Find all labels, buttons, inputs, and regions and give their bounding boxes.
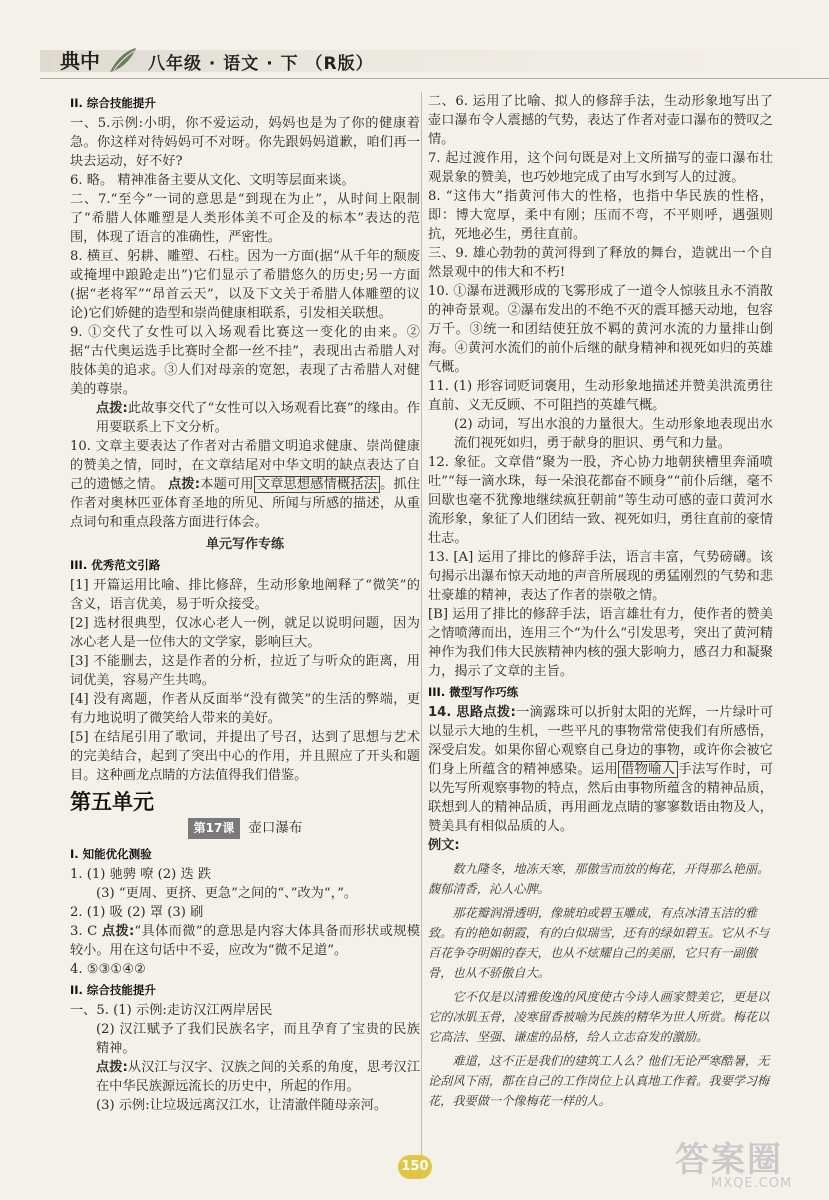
answer-q8: 8. 横亘、躬耕、雕塑、石柱。因为一方面(据“从千年的颓废或掩埋中踉跄走出”)它们显示了希腊悠久的历史;另一方面(据“老将军”“昂首云天”，以及下文关于希腊人体雕塑的议论)它们娇健的造型和崇尚健康相联系，引发相关联想。 <box>70 249 420 321</box>
answer-r10: 10. ①瀑布迸溅形成的飞雾形成了一道令人惊骇且永不消散的神奇景观。②瀑布发出的不绝不灭的震耳撼天动地，包容万千。③统一和团结使狂放不羁的黄河水流的力量排山倒海。④黄河水流们的前仆后继的献身精神和视死如归的英雄气概。 <box>428 284 773 375</box>
answer-r13b: [B] 运用了排比的修辞手法，语言雄壮有力，使作者的赞美之情喷薄而出，连用三个“为什么”引发思考，突出了黄河精神作为我们伟大民族精神内核的强大影响力，感召力和凝聚力，揭示了文章的主旨。 <box>428 607 773 679</box>
answer-q9-hint <box>70 399 420 437</box>
essay-paragraph-2: 那花瓣润滑透明，像琥珀或碧玉雕成，有点冰清玉洁的雅致。有的艳如朝霞，有的白似瑞雪，还有的绿如碧玉。它从不与百花争夺明媚的春天，也从不炫耀自己的美丽，它只有一副傲骨，也从不骄傲自大。 <box>428 906 770 980</box>
writing-note-3: [3] 不能删去，这是作者的分析，拉近了与听众的距离，用词优美，容易产生共鸣。 <box>70 654 420 688</box>
answer-r7: 7. 起过渡作用，这个问句既是对上文所描写的壶口瀑布壮观景象的赞美，也巧妙地完成了由写水到写人的过渡。 <box>428 151 773 185</box>
book-logo-icon <box>58 42 138 78</box>
lesson-name: 壶口瀑布 <box>248 820 303 836</box>
essay-label: 例文: <box>428 838 460 853</box>
answer-q6: 6. 略。 精神准备主要从文化、文明等层面来谈。 <box>70 173 355 188</box>
left-column <box>70 92 420 1115</box>
r14-text: 手法写作时，可以先写所观察事物的特点，然后由事物所蕴含的精神品质，联想到人的精神品质，再用画龙点睛的寥寥数语由物及人，赞美具有相似品质的人。 <box>428 762 774 834</box>
hint-label: 点拨: <box>96 1060 128 1075</box>
hint-label: 14. 思路点拨: <box>428 705 516 720</box>
lesson-badge: 第17课 <box>188 818 241 839</box>
answer-b3: (3) 示例:让垃圾远离汉江水，让清澈伴随母亲河。 <box>96 1098 388 1113</box>
q10-text: 本题可用 <box>200 477 254 492</box>
answer-q7: 二、7.“至今”一词的意思是“到现在为止”，从时间上限制了“希腊人体雕塑是人类形体美不可企及的标本”表达的范围，体现了语言的准确性，严密性。 <box>70 192 420 245</box>
answer-r13a: 13. [A] 运用了排比的修辞手法，语言丰富，气势磅礴。该句揭示出瀑布惊天动地的声音所展现的勇猛刚烈的气势和悲壮豪雄的精神，表达了作者的崇敬之情。 <box>428 550 773 603</box>
answer-a4: 4. ⑤③①④② <box>70 962 146 977</box>
watermark-main: 答案圈 <box>675 1140 783 1180</box>
right-column <box>428 92 773 1113</box>
answer-r11b: (2) 动词，写出水浪的力量很大。生动形象地表现出水流们视死如归，勇于献身的胆识、勇气和力量。 <box>454 417 773 451</box>
site-watermark <box>675 1132 825 1196</box>
essay-paragraph-4: 难道，这不正是我们的建筑工人么？他们无论严寒酷暑，无论刮风下雨，都在自己的工作岗位上认真地工作着。我要学习梅花，我要做一个像梅花一样的人。 <box>428 1054 770 1108</box>
lesson-heading <box>70 818 420 839</box>
section-heading-iii: III. 优秀范文引路 <box>70 558 161 572</box>
writing-note-4: [4] 没有离题，作者从反面举“没有微笑”的生活的弊端，更有力地说明了微笑给人带来的美好。 <box>70 692 420 726</box>
writing-note-2: [2] 选材很典型，仅冰心老人一例，就足以说明问题，因为冰心老人是一位伟大的文学家，影响巨大。 <box>70 616 420 650</box>
column-divider <box>421 92 422 1172</box>
answer-q9: 9. ①交代了女性可以入场观看比赛这一变化的由来。②据“古代奥运选手比赛时全都一丝不挂”，表现出古希腊人对肢体美的追求。③人们对母亲的宽恕，表现了古希腊人对健美的尊崇。 <box>70 325 420 397</box>
q10-text: 10. 文章主要表达了作者对古希腊文明追求健康、崇尚健康的赞美之情，同时，在文章结尾对中华文明的缺点表达了自己的遗憾之情。 <box>70 439 420 492</box>
answer-q1: 一、5.示例:小明，你不爱运动，妈妈也是为了你的健康着急。你这样对待妈妈可不对呀。你先跟妈妈道歉，咱们再一块去运动，好不好? <box>70 116 420 169</box>
answer-r14 <box>428 703 773 836</box>
hint-text: 从汉江与汉字、汉族之间的关系的角度，思考汉江在中华民族源远流长的历史中，所起的作用。 <box>96 1060 421 1094</box>
unit-writing-heading: 单元写作专练 <box>205 537 284 552</box>
section-heading-i: I. 知能优化测验 <box>70 847 152 861</box>
hint-label: 点拨: <box>168 477 201 492</box>
answer-r11a: 11. (1) 形容词贬词褒用，生动形象地描述并赞美洪流勇往直前、义无反顾、不可阻挡的英雄气概。 <box>428 379 773 413</box>
a3-text: 3. C <box>70 924 102 939</box>
page-number: 150 <box>398 1155 432 1179</box>
essay-paragraph-3: 它不仅是以清雅俊逸的风度使古今诗人画家赞美它，更是以它的冰肌玉骨，凌寒留香被喻为民族的精华为世人所赏。梅花以它高洁、坚强、谦虚的品格，给人立志奋发的激励。 <box>428 990 770 1044</box>
section-heading-ii: II. 综合技能提升 <box>70 96 156 110</box>
hint-text: 此故事交代了“女性可以入场观看比赛”的缘由。作用要联系上下文分析。 <box>96 401 420 435</box>
r14-text: 一滴露珠可以折射太阳的光辉，一片绿叶可以显示大地的生机，一些平凡的事物常常使我们有所感悟，深受启发。如果你留心观察自己身边的事物，或许你会被它们身上所蕴含的精神感染。运用 <box>428 705 774 777</box>
logo-text: 典中 <box>60 49 100 73</box>
answer-r9: 三、9. 雄心勃勃的黄河得到了释放的舞台，造就出一个自然景观中的伟大和不朽! <box>428 246 773 280</box>
header-rule <box>40 78 829 79</box>
answer-q10 <box>70 437 420 532</box>
answer-a3 <box>70 922 420 960</box>
answer-b2: (2) 汉江赋予了我们民族名字，而且孕育了宝贵的民族精神。 <box>96 1022 420 1056</box>
answer-b1: 一、5. (1) 示例:走访汉江两岸居民 <box>70 1003 273 1018</box>
answer-b2-hint <box>70 1058 420 1096</box>
q10-text: 。抓住作者对奥林匹亚体育圣地的所见、所闻与所感的描述，从重点词句和重点段落方面进行体会。 <box>70 477 421 530</box>
method-box: 借物喻人 <box>618 761 678 778</box>
section-heading-iii-right: III. 微型写作巧练 <box>428 685 519 699</box>
answer-a1b: (3) “更周、更挤、更急”之间的“、”改为“，”。 <box>96 886 358 901</box>
writing-note-5: [5] 在结尾引用了歌词，并提出了号召，达到了思想与艺术的完美结合，起到了突出中心的作用，并且照应了开头和题目。这种画龙点睛的方法值得我们借鉴。 <box>70 730 420 783</box>
page-header <box>0 36 829 86</box>
hint-label: 点拨: <box>101 924 135 939</box>
writing-note-1: [1] 开篇运用比喻、排比修辞，生动形象地阐释了“微笑”的含义，语言优美，易于听众接受。 <box>70 578 420 612</box>
book-title: 八年级 · 语文 · 下 （R版） <box>148 54 374 74</box>
unit-title: 第五单元 <box>70 790 154 814</box>
watermark-sub: MXQE.COM <box>711 1176 793 1191</box>
answer-a2: 2. (1) 吸 (2) 罩 (3) 刷 <box>70 905 204 920</box>
method-box: 文章思想感情概括法 <box>254 476 380 493</box>
hint-label: 点拨: <box>96 401 128 416</box>
answer-a1: 1. (1) 驰骋 嘹 (2) 迭 跌 <box>70 867 212 882</box>
essay-paragraph-1: 数九隆冬，地冻天寒，那傲雪而放的梅花，开得那么艳丽。馥郁清香，沁人心脾。 <box>428 862 770 896</box>
section-heading-ii-b: II. 综合技能提升 <box>70 983 156 997</box>
a3-text: “具体而微”的意思是内容大体具备而形状或规模较小。用在这句话中不妥，应改为“微不足道”。 <box>70 924 420 958</box>
answer-r6: 二、6. 运用了比喻、拟人的修辞手法，生动形象地写出了壶口瀑布令人震撼的气势，表达了作者对壶口瀑布的赞叹之情。 <box>428 94 773 147</box>
answer-r8: 8. “这伟大”指黄河伟大的性格，也指中华民族的性格，即：博大宽厚，柔中有刚；压而不弯，不平则呼，遇强则抗，死地必生，勇往直前。 <box>428 189 773 242</box>
answer-r12: 12. 象征。文章借“聚为一股，齐心协力地朝狭槽里奔涌喷吐”“每一滴水珠，每一朵浪花都奋不顾身”“前仆后继，毫不回歇也毫不犹豫地继续疯狂朝前”等生动可感的壶口黄河水流形象，象征了人们团结一致、视死如归，勇往直前的豪情壮志。 <box>428 455 773 546</box>
